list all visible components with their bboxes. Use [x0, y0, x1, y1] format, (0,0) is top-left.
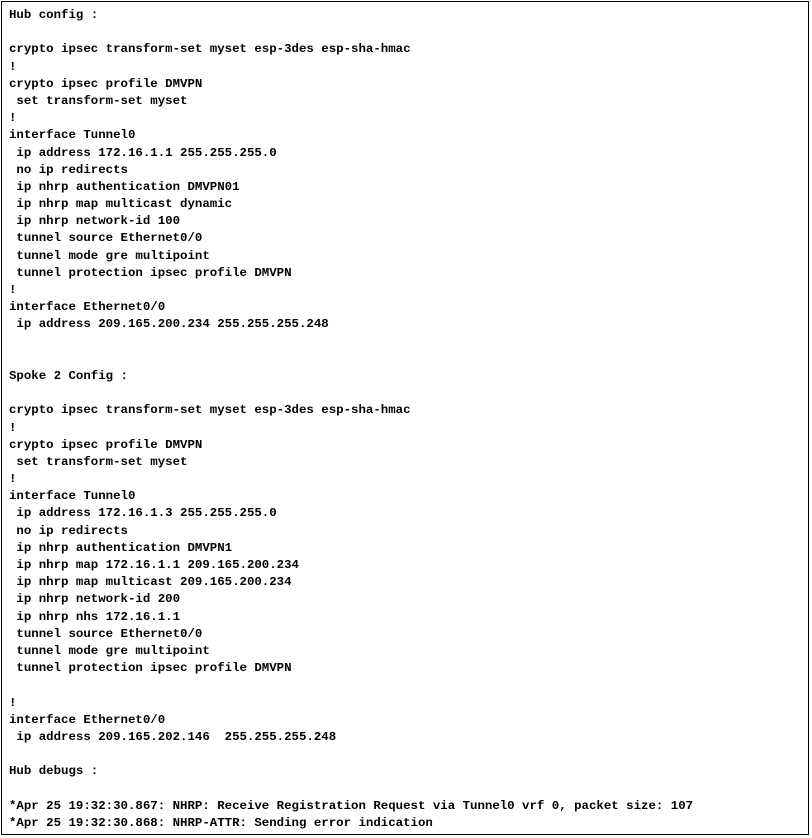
config-line: crypto ipsec transform-set myset esp-3des esp-sha-hmac	[9, 403, 411, 418]
config-line: *Apr 25 19:32:30.867: NHRP: Receive Registration Request via Tunnel0 vrf 0, packet size: 107	[9, 798, 694, 813]
config-line	[9, 746, 693, 763]
config-line: ip nhrp network-id 100	[9, 214, 181, 229]
config-line: ip address 209.165.200.234 255.255.255.248	[9, 317, 329, 332]
config-line: !	[9, 283, 17, 297]
config-line: no ip redirects	[9, 523, 128, 538]
config-line	[9, 334, 693, 351]
config-line: tunnel protection ipsec profile DMVPN	[9, 265, 292, 280]
config-line: !	[9, 420, 17, 435]
config-line: !	[9, 59, 17, 74]
config-line: interface Ethernet0/0	[9, 712, 166, 727]
config-line: ip nhrp map multicast 209.165.200.234	[9, 575, 292, 590]
config-line: !	[9, 695, 17, 710]
config-line: Spoke 2 Config :	[9, 368, 128, 383]
config-frame	[1, 1, 809, 835]
config-line	[9, 385, 693, 402]
config-line: interface Tunnel0	[9, 489, 136, 504]
config-line: ip nhrp map 172.16.1.1 209.165.200.234	[9, 558, 299, 572]
config-line: interface Ethernet0/0	[9, 300, 166, 315]
config-line: tunnel protection ipsec profile DMVPN	[9, 661, 292, 676]
config-line: *Apr 25 19:32:30.868: NHRP-ATTR: Sending error indication	[9, 815, 433, 830]
config-listing	[9, 7, 693, 832]
config-line	[9, 351, 693, 368]
config-line: !	[9, 111, 17, 126]
config-line: !	[9, 472, 17, 487]
config-line: ip address 172.16.1.3 255.255.255.0	[9, 506, 277, 521]
config-line: tunnel mode gre multipoint	[9, 643, 210, 658]
config-line: ip nhrp authentication DMVPN01	[9, 179, 240, 194]
config-line: set transform-set myset	[9, 454, 188, 469]
config-line: tunnel mode gre multipoint	[9, 248, 210, 263]
config-line	[9, 24, 693, 41]
config-line: crypto ipsec transform-set myset esp-3des esp-sha-hmac	[9, 42, 411, 57]
config-line: Hub config :	[9, 8, 99, 22]
config-line: ip nhrp network-id 200	[9, 592, 181, 607]
config-line	[9, 677, 693, 694]
config-line	[9, 780, 693, 797]
config-line: ip address 209.165.202.146 255.255.255.248	[9, 729, 337, 744]
config-line: tunnel source Ethernet0/0	[9, 626, 203, 641]
config-line: no ip redirects	[9, 162, 128, 177]
config-line: set transform-set myset	[9, 93, 188, 108]
config-line: ip nhrp authentication DMVPN1	[9, 540, 233, 555]
config-line: ip address 172.16.1.1 255.255.255.0	[9, 145, 277, 160]
config-line: interface Tunnel0	[9, 128, 136, 143]
config-line: ip nhrp nhs 172.16.1.1	[9, 609, 181, 624]
config-line: ip nhrp map multicast dynamic	[9, 197, 233, 212]
config-line: Hub debugs :	[9, 764, 99, 779]
config-line: crypto ipsec profile DMVPN	[9, 437, 203, 452]
config-line: crypto ipsec profile DMVPN	[9, 76, 203, 91]
config-line: tunnel source Ethernet0/0	[9, 231, 203, 246]
